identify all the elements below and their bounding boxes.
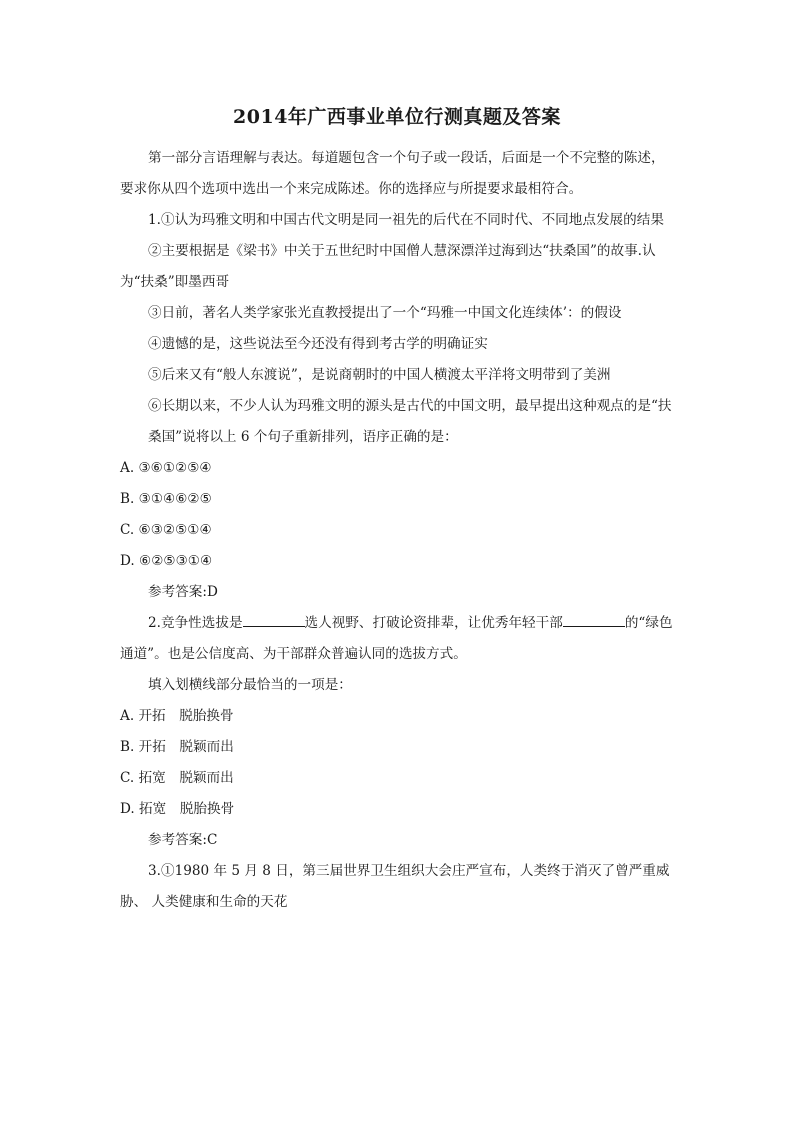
q1-sentence-6: ⑥长期以来，不少人认为玛雅文明的源头是古代的中国文明，最早提出这种观点的是“扶 bbox=[148, 398, 672, 414]
q1-option-c: C. ⑥③②⑤①④ bbox=[120, 522, 212, 538]
q2-prompt: 填入划横线部分最恰当的一项是： bbox=[148, 677, 352, 693]
q1-sentence-1: 1.①认为玛雅文明和中国古代文明是同一祖先的后代在不同时代、不同地点发展的结果 bbox=[148, 212, 664, 228]
section-intro: 第一部分言语理解与表达。每道题包含一个句子或一段话，后面是一个不完整的陈述，要求你从四个选项中选出一个来完成陈述。你的选择应与所提要求最相符合。 bbox=[120, 150, 665, 197]
q2-option-c: C. 拓宽 脱颖而出 bbox=[120, 770, 234, 786]
q2-answer: 参考答案:C bbox=[148, 832, 218, 848]
q2-blank-2 bbox=[563, 613, 625, 627]
q1-sentence-4: ④遗憾的是，这些说法至今还没有得到考古学的明确证实 bbox=[148, 336, 488, 352]
q2-stem-part-3: 的“绿色通道”。也是公信度高、为干部群众普遍认同的选拔方式。 bbox=[120, 615, 673, 662]
q2-option-a: A. 开拓 脱胎换骨 bbox=[120, 708, 234, 724]
q2-blank-1 bbox=[243, 613, 305, 627]
document-title: 2014年广西事业单位行测真题及答案 bbox=[233, 106, 561, 128]
q1-option-a: A. ③⑥①②⑤④ bbox=[120, 460, 212, 476]
q2-option-d: D. 拓宽 脱胎换骨 bbox=[120, 801, 235, 817]
q2-option-b: B. 开拓 脱颖而出 bbox=[120, 739, 234, 755]
q1-sentence-3: ③日前，著名人类学家张光直教授提出了一个“玛雅一中国文化连续体’：的假设 bbox=[148, 305, 622, 321]
q2-stem-part-2: 选人视野、打破论资排辈，让优秀年轻干部 bbox=[304, 615, 563, 631]
q1-sentence-5: ⑤后来又有“般人东渡说”，是说商朝时的中国人横渡太平洋将文明带到了美洲 bbox=[148, 367, 611, 383]
q2-stem bbox=[120, 608, 678, 670]
q3-sentence-1: 3.①1980 年 5 月 8 日，第三届世界卫生组织大会庄严宣布，人类终于消灭了曾严重威胁、 人类健康和生命的天花 bbox=[120, 863, 670, 910]
document-body bbox=[120, 143, 678, 918]
q1-option-b: B. ③①④⑥②⑤ bbox=[120, 491, 212, 507]
q1-option-d: D. ⑥②⑤③①④ bbox=[120, 553, 213, 569]
q2-stem-part-1: 2.竞争性选拔是 bbox=[148, 615, 243, 631]
q1-answer: 参考答案:D bbox=[148, 584, 218, 600]
q1-sentence-2: ②主要根据是《梁书》中关于五世纪时中国僧人慧深漂洋过海到达“扶桑国”的故事.认为“扶桑”即墨西哥 bbox=[120, 243, 656, 290]
q1-prompt: 桑国”说将以上 6 个句子重新排列，语序正确的是： bbox=[148, 429, 458, 445]
